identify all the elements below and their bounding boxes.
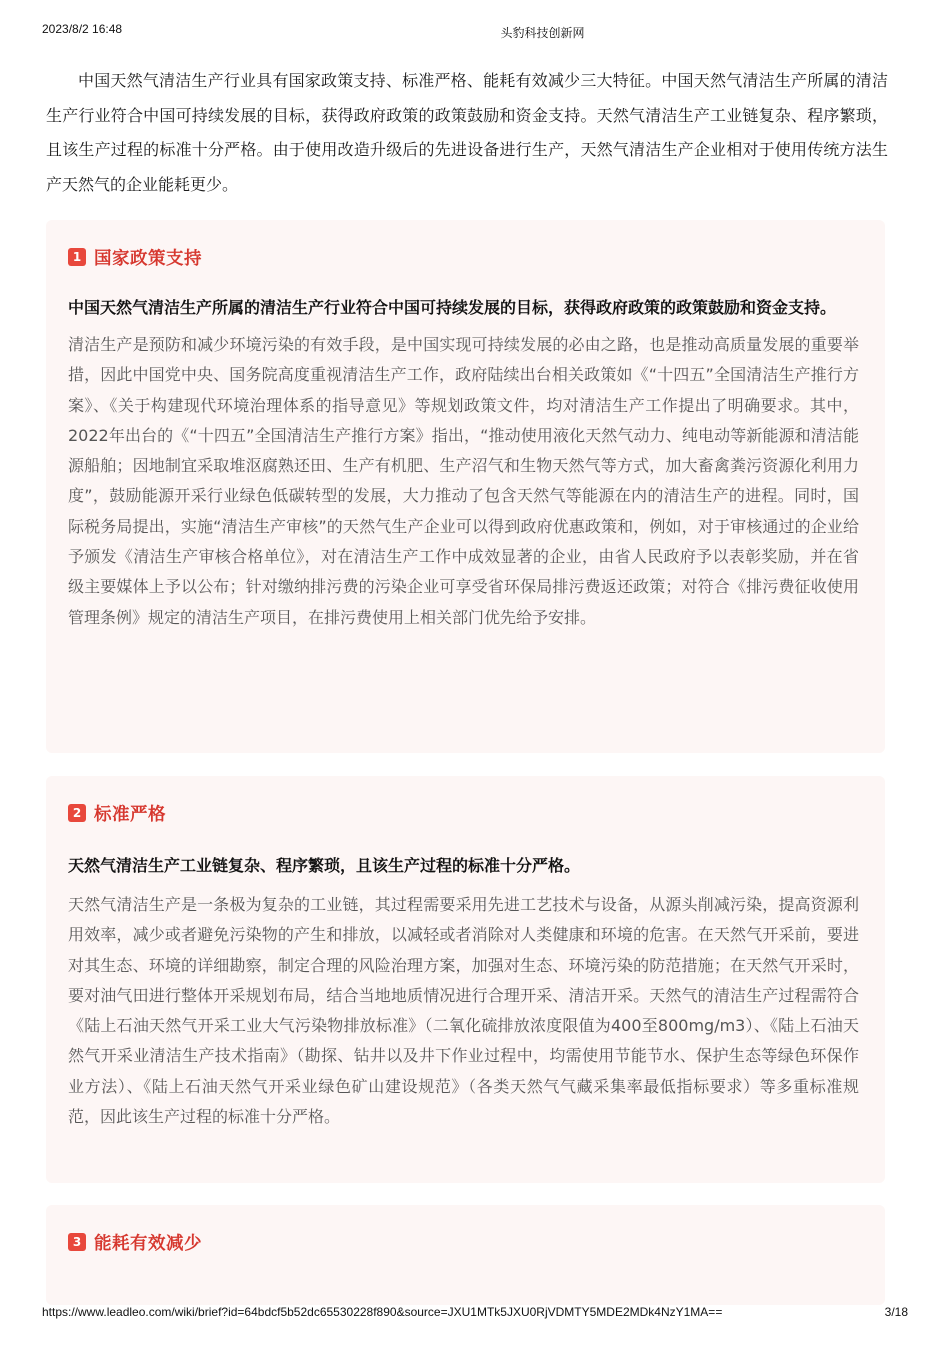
page-url: https://www.leadleo.com/wiki/brief?id=64bdcf5b52dc65530228f890&source=JXU1MTk5JXU0RjVDMTY5MDE2MDk4NzY1MA== [42,1305,723,1319]
intro-paragraph: 中国天然气清洁生产行业具有国家政策支持、标准严格、能耗有效减少三大特征。中国天然气清洁生产所属的清洁生产行业符合中国可持续发展的目标，获得政府政策的政策鼓励和资金支持。天然气清洁生产工业链复杂、程序繁琐，且该生产过程的标准十分严格。由于使用改造升级后的先进设备进行生产，天然气清洁生产企业相对于使用传统方法生产天然气的企业能耗更少。 [46,71,888,194]
site-name: 头豹科技创新网 [500,26,585,40]
section-card-energy-reduction [46,1205,885,1305]
section-body: 天然气清洁生产是一条极为复杂的工业链，其过程需要采用先进工艺技术与设备，从源头削减污染，提高资源利用效率，减少或者避免污染物的产生和排放，以减轻或者消除对人类健康和环境的危害。在天然气开采前，要进对其生态、环境的详细勘察，制定合理的风险治理方案，加强对生态、环境污染的防范措施；在天然气开采时，要对油气田进行整体开采规划布局，结合当地地质情况进行合理开采、清洁开采。天然气的清洁生产过程需符合《陆上石油天然气开采工业大气污染物排放标准》（二氧化硫排放浓度限值为400至800mg/m3）、《陆上石油天然气开采业清洁生产技术指南》（勘探、钻井以及井下作业过程中，均需使用节能节水、保护生态等绿色环保作业方法）、《陆上石油天然气开采业绿色矿山建设规范》（各类天然气气藏采集率最低指标要求）等多重标准规范，因此该生产过程的标准十分严格。 [68,895,859,1127]
section-title: 能耗有效减少 [94,1233,202,1254]
section-summary: 天然气清洁生产工业链复杂、程序繁琐，且该生产过程的标准十分严格。 [68,856,581,875]
section-title-row [68,246,859,268]
section-title-row [68,802,859,824]
section-summary: 中国天然气清洁生产所属的清洁生产行业符合中国可持续发展的目标，获得政府政策的政策鼓励和资金支持。 [68,298,837,317]
section-number-badge: 3 [68,1233,86,1251]
section-title-row [68,1231,859,1253]
section-title: 国家政策支持 [94,248,202,269]
print-footer [0,1305,950,1325]
section-number-badge: 2 [68,804,86,822]
section-card-policy-support [46,220,885,753]
section-title: 标准严格 [94,804,166,825]
print-header [0,22,950,42]
page-number: 3/18 [884,1305,908,1319]
print-datetime: 2023/8/2 16:48 [42,22,123,36]
section-card-strict-standards [46,776,885,1183]
section-number-badge: 1 [68,248,86,266]
section-body: 清洁生产是预防和减少环境污染的有效手段，是中国实现可持续发展的必由之路，也是推动高质量发展的重要举措，因此中国党中央、国务院高度重视清洁生产工作，政府陆续出台相关政策如《“十四五”全国清洁生产推行方案》、《关于构建现代环境治理体系的指导意见》等规划政策文件，均对清洁生产工作提出了明确要求。其中，2022年出台的《“十四五”全国清洁生产推行方案》指出，“推动使用液化天然气动力、纯电动等新能源和清洁能源船舶；因地制宜采取堆沤腐熟还田、生产有机肥、生产沼气和生物天然气等方式，加大畜禽粪污资源化利用力度”，鼓励能源开采行业绿色低碳转型的发展，大力推动了包含天然气等能源在内的清洁生产的进程。同时，国际税务局提出，实施“清洁生产审核”的天然气生产企业可以得到政府优惠政策和，例如，对于审核通过的企业给予颁发《清洁生产审核合格单位》，对在清洁生产工作中成效显著的企业，由省人民政府予以表彰奖励，并在省级主要媒体上予以公布；针对缴纳排污费的污染企业可享受省环保局排污费返还政策；对符合《排污费征收使用管理条例》规定的清洁生产项目，在排污费使用上相关部门优先给予安排。 [68,335,859,627]
